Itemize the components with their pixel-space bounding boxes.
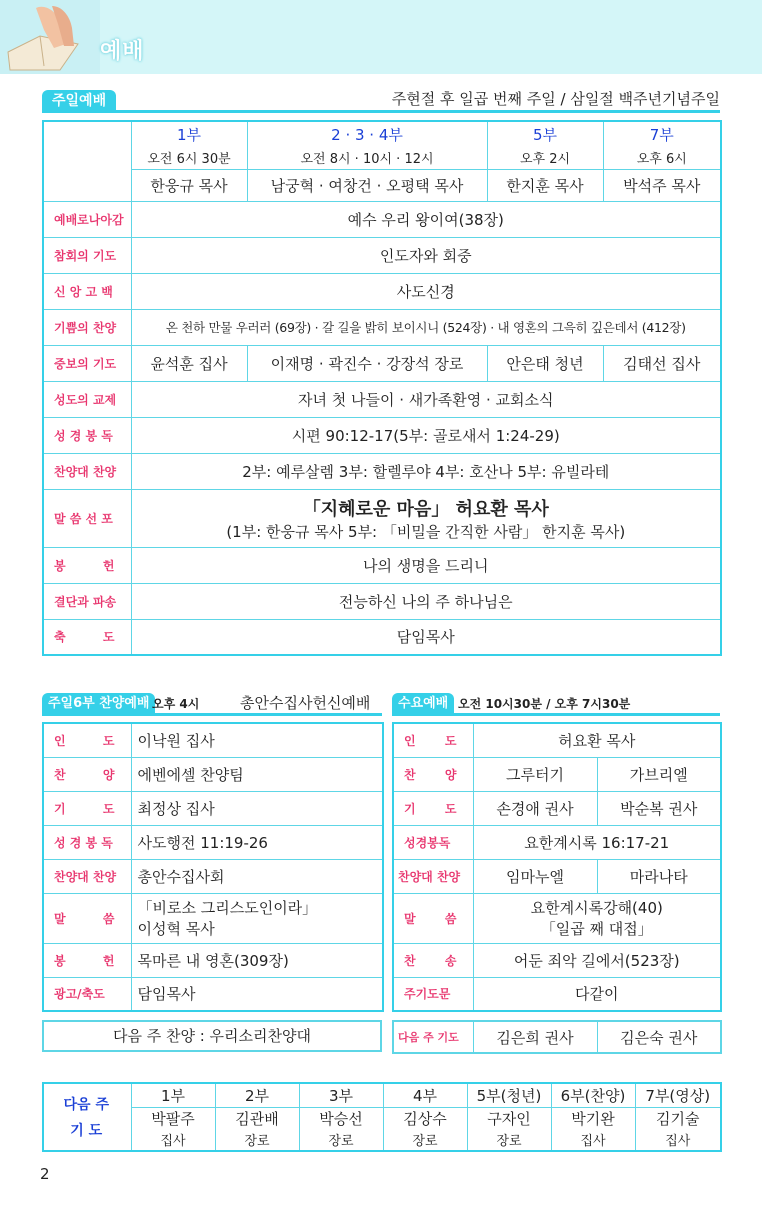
row-label-confession: 참회의 기도 [43, 237, 131, 273]
row-label-benediction: 축 도 [43, 619, 131, 655]
next-week-prayer-table [42, 1082, 722, 1152]
sermon-note: (1부: 한웅규 목사 5부: 「비밀을 간직한 사람」 한지훈 목사) [226, 522, 626, 541]
sixth-label-choir: 찬양대 찬양 [43, 859, 131, 893]
sixth-label-offering: 봉 헌 [43, 943, 131, 977]
sixth-value-offering: 목마른 내 영혼(309장) [131, 943, 383, 977]
next-name-7: 김기술 [635, 1107, 721, 1129]
sixth-label-scripture: 성 경 봉 독 [43, 825, 131, 859]
page-number: 2 [40, 1165, 50, 1183]
wed-value-scripture: 요한계시록 16:17-21 [473, 825, 721, 859]
row-label-praise: 기쁨의 찬양 [43, 309, 131, 345]
row-value-confession: 인도자와 회중 [131, 237, 721, 273]
blank-corner-cell [43, 121, 131, 201]
wed-praise-2: 가브리엘 [597, 757, 721, 791]
wed-value-sermon [473, 893, 721, 943]
service-1-pastor: 한웅규 목사 [131, 169, 247, 201]
sixth-value-leader: 이낙원 집사 [131, 723, 383, 757]
next-role-6: 집사 [551, 1129, 635, 1151]
wed-value-leader: 허요환 목사 [473, 723, 721, 757]
wed-sermon-title: 「일곱 째 대접」 [540, 920, 653, 938]
row-label-sending: 결단과 파송 [43, 583, 131, 619]
wednesday-worship-table [392, 722, 722, 1012]
praying-hands-bible-image [0, 0, 100, 74]
sixth-label-praise: 찬 양 [43, 757, 131, 791]
row-label-offering: 봉 헌 [43, 547, 131, 583]
wed-prayer-2: 박순복 권사 [597, 791, 721, 825]
service-7-pastor: 박석주 목사 [603, 169, 721, 201]
next-name-6: 박기완 [551, 1107, 635, 1129]
next-week-choir-box: 다음 주 찬양 : 우리소리찬양대 [42, 1020, 382, 1052]
sixth-value-scripture: 사도행전 11:19-26 [131, 825, 383, 859]
sixth-value-announcement: 담임목사 [131, 977, 383, 1011]
sixth-sermon-preacher: 이성혁 목사 [137, 920, 215, 938]
wed-next-prayer-table [392, 1020, 722, 1054]
wed-sermon-series: 요한계시록강해(40) [530, 899, 663, 917]
next-svc-3: 3부 [299, 1083, 383, 1107]
sunday-tab-underline [42, 110, 720, 113]
sixth-value-choir: 총안수집사회 [131, 859, 383, 893]
row-value-creed: 사도신경 [131, 273, 721, 309]
next-svc-7: 7부(영상) [635, 1083, 721, 1107]
wed-label-praise: 찬 양 [393, 757, 473, 791]
sixth-value-praise: 에벤에셀 찬양팀 [131, 757, 383, 791]
row-label-creed: 신 앙 고 백 [43, 273, 131, 309]
service-1-time: 오전 6시 30분 [131, 147, 247, 169]
service-7-name: 7부 [603, 121, 721, 147]
row-value-fellowship: 자녀 첫 나들이 · 새가족환영 · 교회소식 [131, 381, 721, 417]
row-label-choir: 찬양대 찬양 [43, 453, 131, 489]
sixth-service-tab: 주일6부 찬양예배 [42, 693, 155, 715]
intercession-2: 이재명 · 곽진수 · 강장석 장로 [247, 345, 487, 381]
service-5-name: 5부 [487, 121, 603, 147]
sixth-tab-underline [42, 713, 382, 716]
wed-choir-1: 임마누엘 [473, 859, 597, 893]
next-svc-1: 1부 [131, 1083, 215, 1107]
wed-next-prayer-label: 다음 주 기도 [393, 1021, 473, 1053]
next-role-2: 장로 [215, 1129, 299, 1151]
service-5-pastor: 한지훈 목사 [487, 169, 603, 201]
row-value-praise: 온 천하 만물 우러러 (69장) · 갈 길을 밝히 보이시니 (524장) · 내 영혼의 그윽히 깊은데서 (412장) [131, 309, 721, 345]
row-value-sending: 전능하신 나의 주 하나님은 [131, 583, 721, 619]
wed-label-choir: 찬양대 찬양 [393, 859, 473, 893]
sixth-label-sermon: 말 씀 [43, 893, 131, 943]
row-value-choir: 2부: 예루살렘 3부: 할렐루야 4부: 호산나 5부: 유빌라테 [131, 453, 721, 489]
wed-value-lords-prayer: 다같이 [473, 977, 721, 1011]
intercession-4: 김태선 집사 [603, 345, 721, 381]
sixth-value-sermon [131, 893, 383, 943]
wed-prayer-1: 손경애 권사 [473, 791, 597, 825]
row-label-fellowship: 성도의 교제 [43, 381, 131, 417]
row-value-benediction: 담임목사 [131, 619, 721, 655]
next-role-3: 장로 [299, 1129, 383, 1151]
wed-label-prayer: 기 도 [393, 791, 473, 825]
sixth-label-prayer: 기 도 [43, 791, 131, 825]
row-label-intercession: 중보의 기도 [43, 345, 131, 381]
next-svc-4: 4부 [383, 1083, 467, 1107]
service-234-time: 오전 8시 · 10시 · 12시 [247, 147, 487, 169]
wed-praise-1: 그루터기 [473, 757, 597, 791]
next-name-2: 김관배 [215, 1107, 299, 1129]
wed-label-hymn: 찬 송 [393, 943, 473, 977]
row-label-approach: 예배로나아감 [43, 201, 131, 237]
service-234-name: 2 · 3 · 4부 [247, 121, 487, 147]
sixth-label-leader: 인 도 [43, 723, 131, 757]
sixth-sermon-title: 「비로소 그리스도인이라」 [137, 899, 318, 917]
next-name-1: 박팔주 [131, 1107, 215, 1129]
next-svc-5: 5부(청년) [467, 1083, 551, 1107]
service-5-time: 오후 2시 [487, 147, 603, 169]
sunday-worship-tab: 주일예배 [42, 90, 116, 112]
sixth-service-title: 총안수집사헌신예배 [240, 694, 371, 712]
next-role-7: 집사 [635, 1129, 721, 1151]
sixth-label-announcement: 광고/축도 [43, 977, 131, 1011]
wed-next-prayer-1: 김은희 권사 [473, 1021, 597, 1053]
wed-label-sermon: 말 씀 [393, 893, 473, 943]
row-value-scripture: 시편 90:12-17(5부: 골로새서 1:24-29) [131, 417, 721, 453]
next-role-4: 장로 [383, 1129, 467, 1151]
wednesday-time: 오전 10시30분 / 오후 7시30분 [458, 697, 631, 711]
next-svc-6: 6부(찬양) [551, 1083, 635, 1107]
wed-next-prayer-2: 김은숙 권사 [597, 1021, 721, 1053]
wednesday-tab-underline [392, 713, 720, 716]
sixth-service-time: 오후 4시 [152, 697, 200, 711]
next-name-3: 박승선 [299, 1107, 383, 1129]
sunday-subtitle: 주현절 후 일곱 번째 주일 / 삼일절 백주년기념주일 [391, 90, 720, 108]
service-7-time: 오후 6시 [603, 147, 721, 169]
wed-choir-2: 마라나타 [597, 859, 721, 893]
next-svc-2: 2부 [215, 1083, 299, 1107]
wed-label-scripture: 성경봉독 [393, 825, 473, 859]
sixth-value-prayer: 최정상 집사 [131, 791, 383, 825]
wed-label-leader: 인 도 [393, 723, 473, 757]
next-name-5: 구자인 [467, 1107, 551, 1129]
wednesday-worship-tab: 수요예배 [392, 693, 454, 715]
intercession-1: 윤석훈 집사 [131, 345, 247, 381]
service-1-name: 1부 [131, 121, 247, 147]
wed-value-hymn: 어둔 죄악 길에서(523장) [473, 943, 721, 977]
service-234-pastor: 남궁혁 · 여창건 · 오평택 목사 [247, 169, 487, 201]
sunday-worship-table [42, 120, 722, 656]
next-name-4: 김상수 [383, 1107, 467, 1129]
row-value-sermon [131, 489, 721, 547]
wed-label-lords-prayer: 주기도문 [393, 977, 473, 1011]
intercession-3: 안은태 청년 [487, 345, 603, 381]
page-header-title: 예배 [100, 39, 145, 64]
sermon-title: 「지혜로운 마음」 허요환 목사 [302, 498, 549, 520]
row-value-approach: 예수 우리 왕이여(38장) [131, 201, 721, 237]
row-label-scripture: 성 경 봉 독 [43, 417, 131, 453]
next-role-1: 집사 [131, 1129, 215, 1151]
next-role-5: 장로 [467, 1129, 551, 1151]
row-value-offering: 나의 생명을 드리니 [131, 547, 721, 583]
sixth-service-table [42, 722, 384, 1012]
row-label-sermon: 말 씀 선 포 [43, 489, 131, 547]
next-week-prayer-label: 다음 주 기 도 [43, 1083, 131, 1151]
